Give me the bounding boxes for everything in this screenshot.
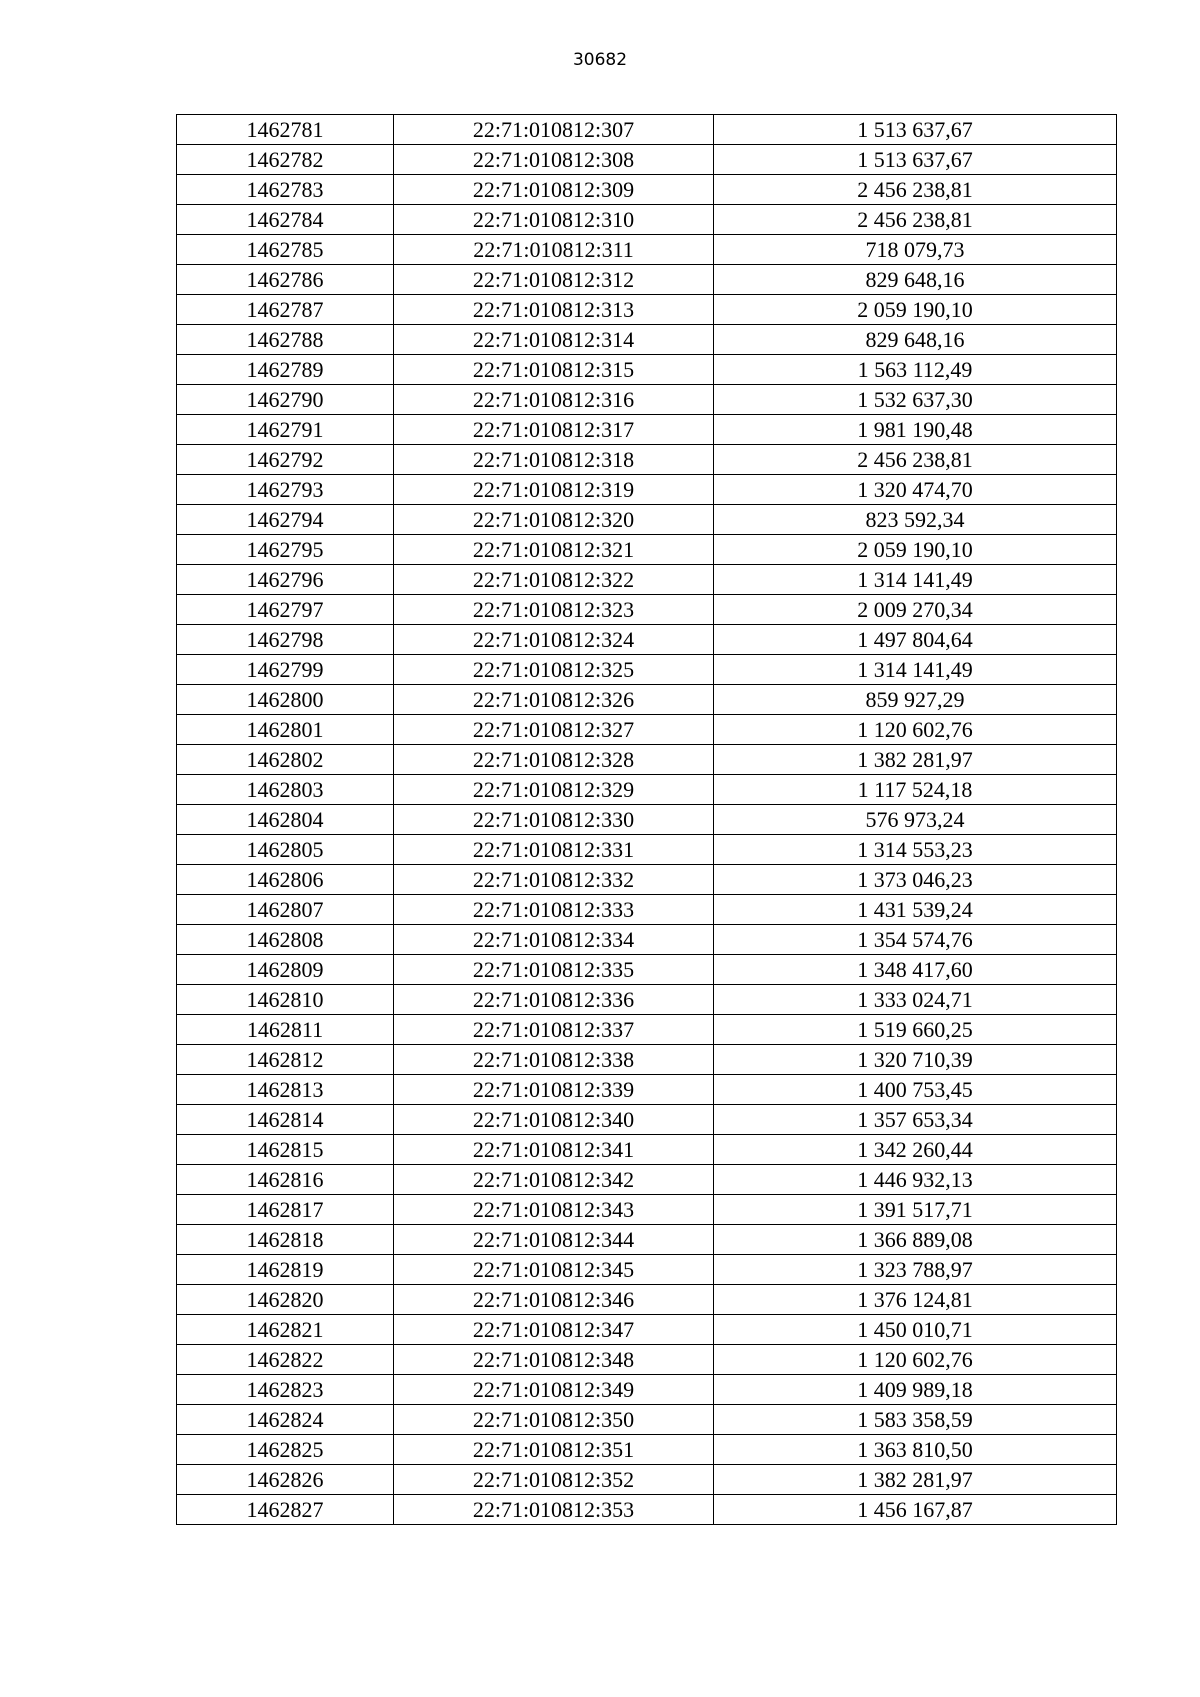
cadastral-number-cell: 22:71:010812:314	[394, 325, 714, 355]
cadastral-number-cell: 22:71:010812:310	[394, 205, 714, 235]
cadastral-number-cell: 22:71:010812:343	[394, 1195, 714, 1225]
value-cell: 1 450 010,71	[714, 1315, 1117, 1345]
table-row	[177, 415, 1117, 445]
table-row	[177, 1045, 1117, 1075]
page-number: 30682	[572, 50, 628, 70]
cadastral-number-cell: 22:71:010812:340	[394, 1105, 714, 1135]
row-number-cell: 1462803	[177, 775, 394, 805]
cadastral-number-cell: 22:71:010812:350	[394, 1405, 714, 1435]
value-cell: 1 532 637,30	[714, 385, 1117, 415]
table-row	[177, 385, 1117, 415]
table-row	[177, 745, 1117, 775]
table-row	[177, 595, 1117, 625]
table-row	[177, 1285, 1117, 1315]
cadastral-number-cell: 22:71:010812:324	[394, 625, 714, 655]
cadastral-number-cell: 22:71:010812:326	[394, 685, 714, 715]
value-cell: 2 456 238,81	[714, 175, 1117, 205]
value-cell: 1 981 190,48	[714, 415, 1117, 445]
table-row	[177, 535, 1117, 565]
cadastral-number-cell: 22:71:010812:329	[394, 775, 714, 805]
row-number-cell: 1462789	[177, 355, 394, 385]
cadastral-number-cell: 22:71:010812:325	[394, 655, 714, 685]
cadastral-number-cell: 22:71:010812:331	[394, 835, 714, 865]
row-number-cell: 1462822	[177, 1345, 394, 1375]
table-row	[177, 505, 1117, 535]
table-row	[177, 625, 1117, 655]
cadastral-number-cell: 22:71:010812:337	[394, 1015, 714, 1045]
cadastral-number-cell: 22:71:010812:315	[394, 355, 714, 385]
cadastral-number-cell: 22:71:010812:349	[394, 1375, 714, 1405]
cadastral-number-cell: 22:71:010812:327	[394, 715, 714, 745]
row-number-cell: 1462781	[177, 115, 394, 145]
row-number-cell: 1462787	[177, 295, 394, 325]
table-row	[177, 205, 1117, 235]
table-row	[177, 445, 1117, 475]
table-row	[177, 685, 1117, 715]
table-row	[177, 1225, 1117, 1255]
table-row	[177, 1255, 1117, 1285]
value-cell: 1 314 553,23	[714, 835, 1117, 865]
table-row	[177, 985, 1117, 1015]
value-cell: 1 320 474,70	[714, 475, 1117, 505]
row-number-cell: 1462802	[177, 745, 394, 775]
row-number-cell: 1462816	[177, 1165, 394, 1195]
row-number-cell: 1462808	[177, 925, 394, 955]
cadastral-number-cell: 22:71:010812:316	[394, 385, 714, 415]
cadastral-number-cell: 22:71:010812:312	[394, 265, 714, 295]
cadastral-number-cell: 22:71:010812:335	[394, 955, 714, 985]
cadastral-number-cell: 22:71:010812:309	[394, 175, 714, 205]
value-cell: 1 400 753,45	[714, 1075, 1117, 1105]
cadastral-number-cell: 22:71:010812:353	[394, 1495, 714, 1525]
cadastral-number-cell: 22:71:010812:321	[394, 535, 714, 565]
value-cell: 1 363 810,50	[714, 1435, 1117, 1465]
table-row	[177, 1435, 1117, 1465]
table-row	[177, 1015, 1117, 1045]
cadastral-number-cell: 22:71:010812:311	[394, 235, 714, 265]
table-row	[177, 565, 1117, 595]
table-row	[177, 115, 1117, 145]
cadastral-number-cell: 22:71:010812:333	[394, 895, 714, 925]
cadastral-number-cell: 22:71:010812:344	[394, 1225, 714, 1255]
table-row	[177, 1075, 1117, 1105]
row-number-cell: 1462813	[177, 1075, 394, 1105]
value-cell: 2 456 238,81	[714, 445, 1117, 475]
row-number-cell: 1462799	[177, 655, 394, 685]
table-row	[177, 955, 1117, 985]
row-number-cell: 1462827	[177, 1495, 394, 1525]
row-number-cell: 1462805	[177, 835, 394, 865]
row-number-cell: 1462804	[177, 805, 394, 835]
row-number-cell: 1462784	[177, 205, 394, 235]
table-row	[177, 1465, 1117, 1495]
table-row	[177, 1345, 1117, 1375]
row-number-cell: 1462818	[177, 1225, 394, 1255]
cadastral-number-cell: 22:71:010812:328	[394, 745, 714, 775]
table-row	[177, 1315, 1117, 1345]
cadastral-number-cell: 22:71:010812:318	[394, 445, 714, 475]
value-cell: 1 366 889,08	[714, 1225, 1117, 1255]
table-row	[177, 475, 1117, 505]
row-number-cell: 1462811	[177, 1015, 394, 1045]
value-cell: 1 519 660,25	[714, 1015, 1117, 1045]
cadastral-number-cell: 22:71:010812:308	[394, 145, 714, 175]
row-number-cell: 1462786	[177, 265, 394, 295]
row-number-cell: 1462790	[177, 385, 394, 415]
row-number-cell: 1462810	[177, 985, 394, 1015]
cadastral-number-cell: 22:71:010812:323	[394, 595, 714, 625]
value-cell: 1 456 167,87	[714, 1495, 1117, 1525]
value-cell: 1 117 524,18	[714, 775, 1117, 805]
row-number-cell: 1462806	[177, 865, 394, 895]
table-row	[177, 835, 1117, 865]
row-number-cell: 1462800	[177, 685, 394, 715]
table-row	[177, 175, 1117, 205]
registry-table	[176, 114, 1117, 1525]
table-row	[177, 325, 1117, 355]
cadastral-number-cell: 22:71:010812:347	[394, 1315, 714, 1345]
table-row	[177, 895, 1117, 925]
value-cell: 1 357 653,34	[714, 1105, 1117, 1135]
row-number-cell: 1462821	[177, 1315, 394, 1345]
value-cell: 1 323 788,97	[714, 1255, 1117, 1285]
cadastral-number-cell: 22:71:010812:320	[394, 505, 714, 535]
row-number-cell: 1462783	[177, 175, 394, 205]
row-number-cell: 1462814	[177, 1105, 394, 1135]
value-cell: 1 431 539,24	[714, 895, 1117, 925]
row-number-cell: 1462812	[177, 1045, 394, 1075]
row-number-cell: 1462824	[177, 1405, 394, 1435]
cadastral-number-cell: 22:71:010812:339	[394, 1075, 714, 1105]
value-cell: 2 059 190,10	[714, 295, 1117, 325]
value-cell: 718 079,73	[714, 235, 1117, 265]
value-cell: 1 513 637,67	[714, 145, 1117, 175]
row-number-cell: 1462792	[177, 445, 394, 475]
value-cell: 1 382 281,97	[714, 745, 1117, 775]
table-row	[177, 715, 1117, 745]
value-cell: 1 348 417,60	[714, 955, 1117, 985]
cadastral-number-cell: 22:71:010812:348	[394, 1345, 714, 1375]
cadastral-number-cell: 22:71:010812:307	[394, 115, 714, 145]
cadastral-number-cell: 22:71:010812:341	[394, 1135, 714, 1165]
row-number-cell: 1462801	[177, 715, 394, 745]
value-cell: 829 648,16	[714, 325, 1117, 355]
row-number-cell: 1462797	[177, 595, 394, 625]
value-cell: 2 059 190,10	[714, 535, 1117, 565]
cadastral-number-cell: 22:71:010812:334	[394, 925, 714, 955]
table-row	[177, 1135, 1117, 1165]
cadastral-number-cell: 22:71:010812:322	[394, 565, 714, 595]
value-cell: 2 009 270,34	[714, 595, 1117, 625]
table-row	[177, 805, 1117, 835]
cadastral-number-cell: 22:71:010812:342	[394, 1165, 714, 1195]
cadastral-number-cell: 22:71:010812:345	[394, 1255, 714, 1285]
table-row	[177, 145, 1117, 175]
cadastral-number-cell: 22:71:010812:317	[394, 415, 714, 445]
cadastral-number-cell: 22:71:010812:346	[394, 1285, 714, 1315]
row-number-cell: 1462817	[177, 1195, 394, 1225]
value-cell: 1 497 804,64	[714, 625, 1117, 655]
value-cell: 1 320 710,39	[714, 1045, 1117, 1075]
row-number-cell: 1462793	[177, 475, 394, 505]
table-row	[177, 355, 1117, 385]
table-row	[177, 865, 1117, 895]
row-number-cell: 1462791	[177, 415, 394, 445]
value-cell: 2 456 238,81	[714, 205, 1117, 235]
value-cell: 1 342 260,44	[714, 1135, 1117, 1165]
row-number-cell: 1462826	[177, 1465, 394, 1495]
value-cell: 1 382 281,97	[714, 1465, 1117, 1495]
value-cell: 1 333 024,71	[714, 985, 1117, 1015]
row-number-cell: 1462823	[177, 1375, 394, 1405]
table-row	[177, 1165, 1117, 1195]
row-number-cell: 1462785	[177, 235, 394, 265]
value-cell: 1 376 124,81	[714, 1285, 1117, 1315]
value-cell: 1 446 932,13	[714, 1165, 1117, 1195]
value-cell: 1 120 602,76	[714, 1345, 1117, 1375]
row-number-cell: 1462794	[177, 505, 394, 535]
row-number-cell: 1462807	[177, 895, 394, 925]
table-row	[177, 235, 1117, 265]
value-cell: 859 927,29	[714, 685, 1117, 715]
row-number-cell: 1462819	[177, 1255, 394, 1285]
cadastral-number-cell: 22:71:010812:352	[394, 1465, 714, 1495]
cadastral-number-cell: 22:71:010812:336	[394, 985, 714, 1015]
row-number-cell: 1462795	[177, 535, 394, 565]
cadastral-number-cell: 22:71:010812:332	[394, 865, 714, 895]
value-cell: 1 563 112,49	[714, 355, 1117, 385]
row-number-cell: 1462798	[177, 625, 394, 655]
table-row	[177, 1495, 1117, 1525]
table-row	[177, 775, 1117, 805]
cadastral-number-cell: 22:71:010812:351	[394, 1435, 714, 1465]
table-row	[177, 265, 1117, 295]
row-number-cell: 1462820	[177, 1285, 394, 1315]
value-cell: 823 592,34	[714, 505, 1117, 535]
value-cell: 1 391 517,71	[714, 1195, 1117, 1225]
value-cell: 1 314 141,49	[714, 655, 1117, 685]
table-row	[177, 295, 1117, 325]
value-cell: 1 314 141,49	[714, 565, 1117, 595]
value-cell: 1 409 989,18	[714, 1375, 1117, 1405]
row-number-cell: 1462815	[177, 1135, 394, 1165]
row-number-cell: 1462796	[177, 565, 394, 595]
value-cell: 1 583 358,59	[714, 1405, 1117, 1435]
value-cell: 576 973,24	[714, 805, 1117, 835]
cadastral-number-cell: 22:71:010812:313	[394, 295, 714, 325]
value-cell: 829 648,16	[714, 265, 1117, 295]
cadastral-number-cell: 22:71:010812:330	[394, 805, 714, 835]
table-row	[177, 925, 1117, 955]
value-cell: 1 120 602,76	[714, 715, 1117, 745]
value-cell: 1 354 574,76	[714, 925, 1117, 955]
table-row	[177, 1375, 1117, 1405]
value-cell: 1 373 046,23	[714, 865, 1117, 895]
row-number-cell: 1462788	[177, 325, 394, 355]
row-number-cell: 1462782	[177, 145, 394, 175]
row-number-cell: 1462809	[177, 955, 394, 985]
registry-table-body	[177, 115, 1117, 1525]
table-row	[177, 1405, 1117, 1435]
table-row	[177, 655, 1117, 685]
table-row	[177, 1195, 1117, 1225]
cadastral-number-cell: 22:71:010812:338	[394, 1045, 714, 1075]
value-cell: 1 513 637,67	[714, 115, 1117, 145]
table-row	[177, 1105, 1117, 1135]
row-number-cell: 1462825	[177, 1435, 394, 1465]
cadastral-number-cell: 22:71:010812:319	[394, 475, 714, 505]
